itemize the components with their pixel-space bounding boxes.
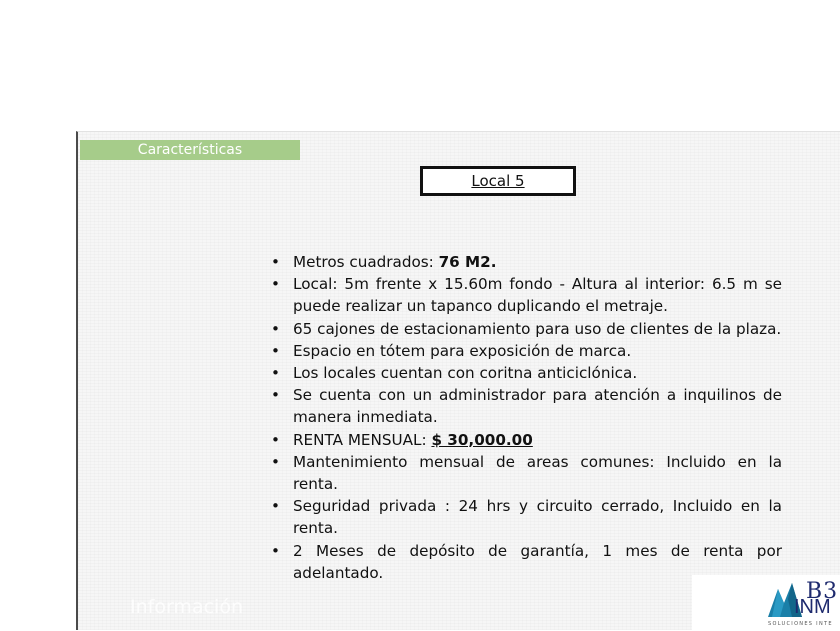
feature-maintenance: • Mantenimiento mensual de areas comunes: Incluido en la renta. xyxy=(268,451,782,495)
document-slide xyxy=(76,131,840,630)
area-value: 76 M2. xyxy=(438,253,497,271)
section-tab: Características xyxy=(80,140,300,160)
logo-text-main: INM xyxy=(794,596,831,618)
logo-subtitle: SOLUCIONES INTE xyxy=(768,621,833,627)
feature-rent: • RENTA MENSUAL: $ 30,000.00 xyxy=(268,429,782,451)
feature-administrator: • Se cuenta con un administrador para atención a inquilinos de manera inmediata. xyxy=(268,384,782,428)
property-title: Local 5 xyxy=(471,172,525,190)
footer-info-label: Información xyxy=(130,596,243,618)
feature-parking: • 65 cajones de estacionamiento para uso de clientes de la plaza. xyxy=(268,318,782,340)
feature-dimensions: • Local: 5m frente x 15.60m fondo - Altura al interior: 6.5 m se puede realizar un tapanco duplicando el metraje. xyxy=(268,273,782,317)
feature-curtain: • Los locales cuentan con coritna anticiclónica. xyxy=(268,362,782,384)
company-logo xyxy=(692,575,840,631)
property-title-box xyxy=(420,166,576,196)
features-list xyxy=(268,251,782,584)
logo-text-top: B3 xyxy=(806,579,839,604)
feature-totem: • Espacio en tótem para exposición de marca. xyxy=(268,340,782,362)
feature-area: • Metros cuadrados: 76 M2. xyxy=(268,251,782,273)
feature-security: • Seguridad privada : 24 hrs y circuito cerrado, Incluido en la renta. xyxy=(268,495,782,539)
feature-deposit: • 2 Meses de depósito de garantía, 1 mes de renta por adelantado. xyxy=(268,540,782,584)
rent-value: $ 30,000.00 xyxy=(431,430,533,449)
